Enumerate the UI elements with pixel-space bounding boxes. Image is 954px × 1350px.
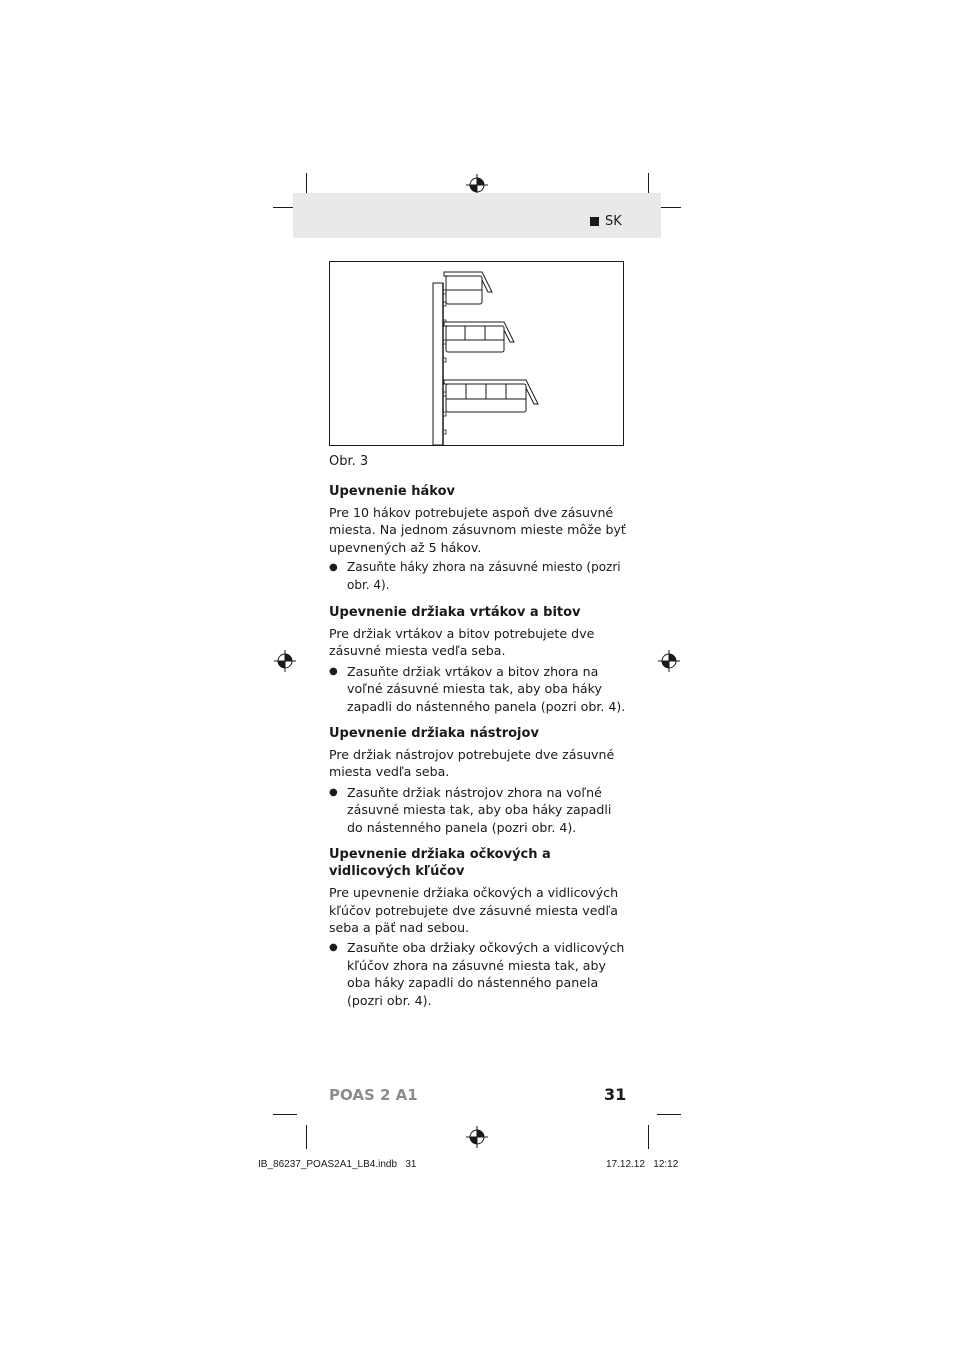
instruction-list [329, 663, 629, 715]
section-paragraph: Pre držiak nástrojov potrebujete dve zásuvné miesta vedľa seba. [329, 747, 615, 780]
crop-mark [306, 1125, 307, 1149]
section-tool-holder [329, 725, 629, 836]
section-paragraph: Pre držiak vrtákov a bitov potrebujete dve zásuvné miesta vedľa seba. [329, 626, 595, 659]
wall-panel-drawing [330, 262, 623, 445]
square-bullet-icon [590, 217, 599, 226]
section-title: Upevnenie držiaka vrtákov a bitov [329, 605, 581, 621]
language-label [590, 214, 622, 229]
section-wrench-holder [329, 846, 629, 1009]
instruction-item: ● Zasuňte držiak nástrojov zhora na voľné zásuvné miesta tak, aby oba háky zapadli do nástenného panela (pozri obr. 4). [329, 784, 629, 836]
instructions-content [329, 483, 629, 1019]
section-title: Upevnenie držiaka očkových a vidlicových kľúčov [329, 847, 551, 880]
instruction-list [329, 559, 629, 594]
registration-mark-icon [658, 650, 680, 672]
section-title: Upevnenie hákov [329, 484, 456, 499]
crop-mark [657, 1114, 681, 1115]
imprint-datetime: 17.12.12 12:12 [606, 1159, 679, 1170]
instruction-item: ● Zasuňte oba držiaky očkových a vidlicových kľúčov zhora na zásuvné miesta tak, aby oba háky zapadli do nástenného panela (pozri obr. 4). [329, 939, 629, 1009]
instruction-item: ● Zasuňte háky zhora na zásuvné miesto (pozri obr. 4). [329, 559, 629, 594]
crop-mark [273, 1114, 297, 1115]
registration-mark-icon [274, 650, 296, 672]
section-paragraph: Pre upevnenie držiaka očkových a vidlicových kľúčov potrebujete dve zásuvné miesta vedľa seba a päť nad sebou. [329, 885, 619, 935]
figure-caption: Obr. 3 [329, 454, 369, 469]
instruction-list [329, 939, 629, 1009]
page-number: 31 [604, 1085, 627, 1104]
imprint-file: IB_86237_POAS2A1_LB4.indb 31 [258, 1159, 417, 1170]
section-title: Upevnenie držiaka nástrojov [329, 726, 539, 742]
registration-mark-icon [466, 1126, 488, 1148]
footer-model: POAS 2 A1 [329, 1086, 418, 1104]
instruction-list [329, 784, 629, 836]
figure-illustration [329, 261, 624, 446]
language-code: SK [605, 214, 622, 229]
instruction-item: ● Zasuňte držiak vrtákov a bitov zhora na voľné zásuvné miesta tak, aby oba háky zapadli do nástenného panela (pozri obr. 4). [329, 663, 629, 715]
section-paragraph: Pre 10 hákov potrebujete aspoň dve zásuvné miesta. Na jednom zásuvnom mieste môže byť upevnených až 5 hákov. [329, 505, 626, 555]
section-hooks [329, 483, 629, 594]
crop-mark [648, 1125, 649, 1149]
section-drill-holder [329, 604, 629, 715]
